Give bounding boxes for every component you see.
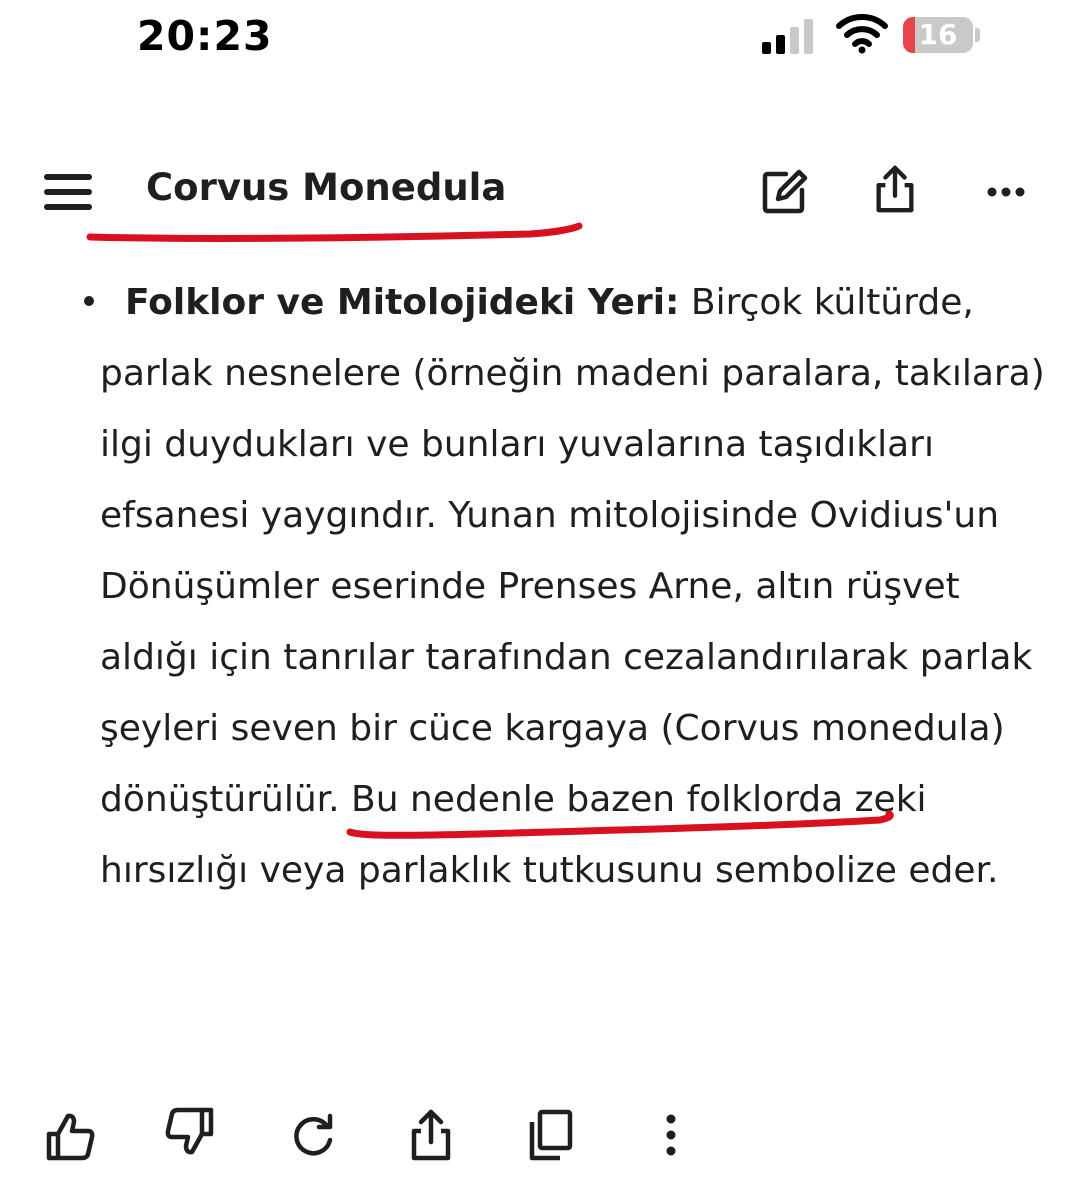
share-icon[interactable] xyxy=(404,1108,458,1162)
more-vertical-icon[interactable] xyxy=(644,1110,698,1164)
copy-icon[interactable] xyxy=(524,1108,578,1162)
status-bar xyxy=(0,0,1076,80)
wifi-icon xyxy=(836,12,888,54)
thumbs-down-icon[interactable] xyxy=(162,1104,216,1158)
highlighted-text: kargaya (Corvus monedula) xyxy=(504,708,1005,749)
paragraph-text: Birçok kültürde, parlak nesnelere (örneğin madeni paralara, takılara) ilgi duydukları ve bunları yuvalarına taşıdıkları efsanesi yaygındır. Yunan mitolojisinde Ovidius'un Dönüşümler eserinde Prenses Arne, altın rüşvet aldığı için tanrılar tarafından cezalandırılarak parlak şeyleri seven bir cüce xyxy=(100,282,1045,749)
menu-icon[interactable] xyxy=(44,172,94,212)
page-title: Corvus Monedula xyxy=(146,166,507,209)
thumbs-up-icon[interactable] xyxy=(44,1110,98,1164)
bullet-marker xyxy=(84,296,94,306)
cellular-signal-icon xyxy=(762,18,822,54)
title-underline xyxy=(90,226,579,238)
response-text xyxy=(100,267,1046,906)
battery-level: 16 xyxy=(918,18,958,51)
battery-icon xyxy=(903,17,973,53)
edit-icon[interactable] xyxy=(760,166,810,216)
status-time: 20:23 xyxy=(137,12,273,60)
paragraph-text-end: dönüştürülür. Bu nedenle bazen folklorda zeki hırsızlığı veya parlaklık tutkusunu sembolize eder. xyxy=(100,779,999,891)
share-icon[interactable] xyxy=(870,164,920,214)
more-icon[interactable] xyxy=(982,168,1032,218)
section-heading: Folklor ve Mitolojideki Yeri: xyxy=(125,282,680,323)
regenerate-icon[interactable] xyxy=(286,1110,340,1164)
